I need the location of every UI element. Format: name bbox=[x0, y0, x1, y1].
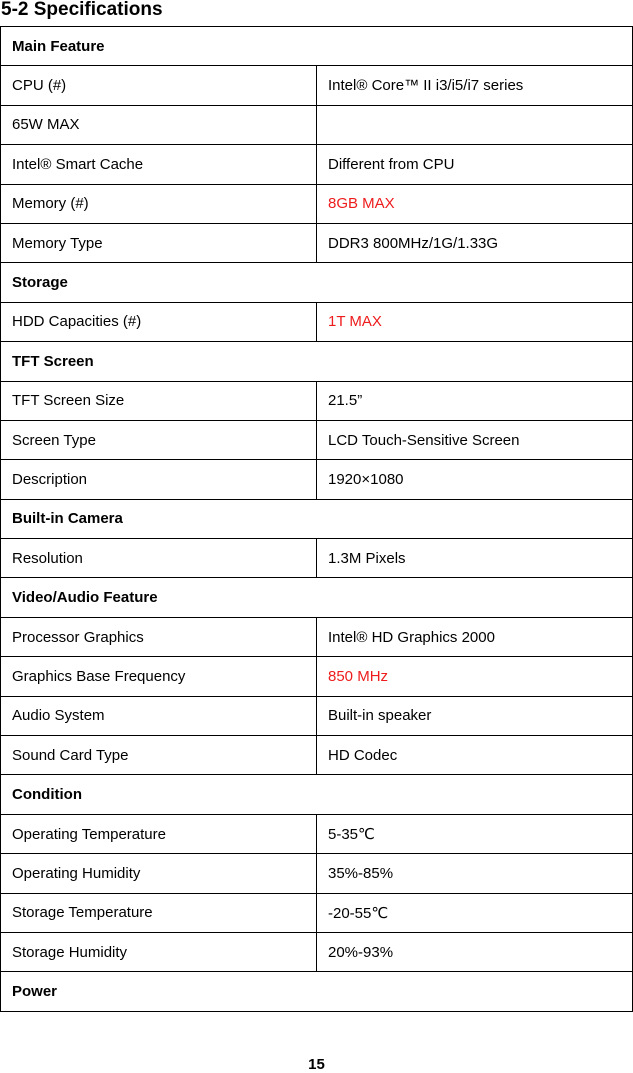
spec-row bbox=[1, 105, 633, 144]
spec-label: CPU (#) bbox=[1, 66, 317, 105]
section-header-row bbox=[1, 342, 633, 381]
spec-label: Processor Graphics bbox=[1, 617, 317, 656]
spec-row bbox=[1, 184, 633, 223]
spec-value: 21.5” bbox=[317, 381, 633, 420]
spec-value: -20-55℃ bbox=[317, 893, 633, 932]
spec-value: Built-in speaker bbox=[317, 696, 633, 735]
spec-row bbox=[1, 696, 633, 735]
spec-label: Memory Type bbox=[1, 223, 317, 262]
spec-label: HDD Capacities (#) bbox=[1, 302, 317, 341]
spec-label: Storage Temperature bbox=[1, 893, 317, 932]
spec-value: 35%-85% bbox=[317, 854, 633, 893]
spec-label: Audio System bbox=[1, 696, 317, 735]
spec-value: 1.3M Pixels bbox=[317, 539, 633, 578]
spec-label: Intel® Smart Cache bbox=[1, 145, 317, 184]
spec-label: Screen Type bbox=[1, 420, 317, 459]
section-title: Built-in Camera bbox=[1, 499, 633, 538]
specifications-table bbox=[0, 26, 633, 1012]
section-header-row bbox=[1, 499, 633, 538]
page-number: 15 bbox=[308, 1056, 325, 1073]
section-header-row bbox=[1, 972, 633, 1011]
section-title: Main Feature bbox=[1, 27, 633, 66]
spec-value: 850 MHz bbox=[317, 657, 633, 696]
spec-label: Resolution bbox=[1, 539, 317, 578]
spec-value: 1T MAX bbox=[317, 302, 633, 341]
section-header-row bbox=[1, 775, 633, 814]
section-header-row bbox=[1, 578, 633, 617]
section-header-row bbox=[1, 263, 633, 302]
spec-value: 5-35℃ bbox=[317, 814, 633, 853]
spec-row bbox=[1, 539, 633, 578]
spec-label: Graphics Base Frequency bbox=[1, 657, 317, 696]
section-header-row bbox=[1, 27, 633, 66]
spec-row bbox=[1, 420, 633, 459]
spec-row bbox=[1, 657, 633, 696]
spec-value: HD Codec bbox=[317, 736, 633, 775]
spec-label: Memory (#) bbox=[1, 184, 317, 223]
spec-label: Storage Humidity bbox=[1, 932, 317, 971]
spec-row bbox=[1, 814, 633, 853]
spec-row bbox=[1, 932, 633, 971]
page-title: 5-2 Specifications bbox=[1, 0, 163, 20]
spec-row bbox=[1, 302, 633, 341]
spec-label: Operating Temperature bbox=[1, 814, 317, 853]
section-title: Video/Audio Feature bbox=[1, 578, 633, 617]
spec-label: Sound Card Type bbox=[1, 736, 317, 775]
spec-label: Description bbox=[1, 460, 317, 499]
spec-value: 20%-93% bbox=[317, 932, 633, 971]
spec-value: 1920×1080 bbox=[317, 460, 633, 499]
spec-label: TFT Screen Size bbox=[1, 381, 317, 420]
section-title: Power bbox=[1, 972, 633, 1011]
spec-row bbox=[1, 223, 633, 262]
section-title: Storage bbox=[1, 263, 633, 302]
spec-value: DDR3 800MHz/1G/1.33G bbox=[317, 223, 633, 262]
spec-value: LCD Touch-Sensitive Screen bbox=[317, 420, 633, 459]
spec-row bbox=[1, 617, 633, 656]
spec-row bbox=[1, 736, 633, 775]
spec-value: Different from CPU bbox=[317, 145, 633, 184]
section-title: Condition bbox=[1, 775, 633, 814]
section-title: TFT Screen bbox=[1, 342, 633, 381]
spec-value bbox=[317, 105, 633, 144]
spec-row bbox=[1, 145, 633, 184]
spec-label: Operating Humidity bbox=[1, 854, 317, 893]
spec-row bbox=[1, 381, 633, 420]
specifications-table-body bbox=[1, 27, 633, 1012]
spec-row bbox=[1, 460, 633, 499]
spec-value: 8GB MAX bbox=[317, 184, 633, 223]
spec-row bbox=[1, 893, 633, 932]
spec-value: Intel® Core™ II i3/i5/i7 series bbox=[317, 66, 633, 105]
spec-row bbox=[1, 66, 633, 105]
spec-row bbox=[1, 854, 633, 893]
spec-label: 65W MAX bbox=[1, 105, 317, 144]
spec-value: Intel® HD Graphics 2000 bbox=[317, 617, 633, 656]
